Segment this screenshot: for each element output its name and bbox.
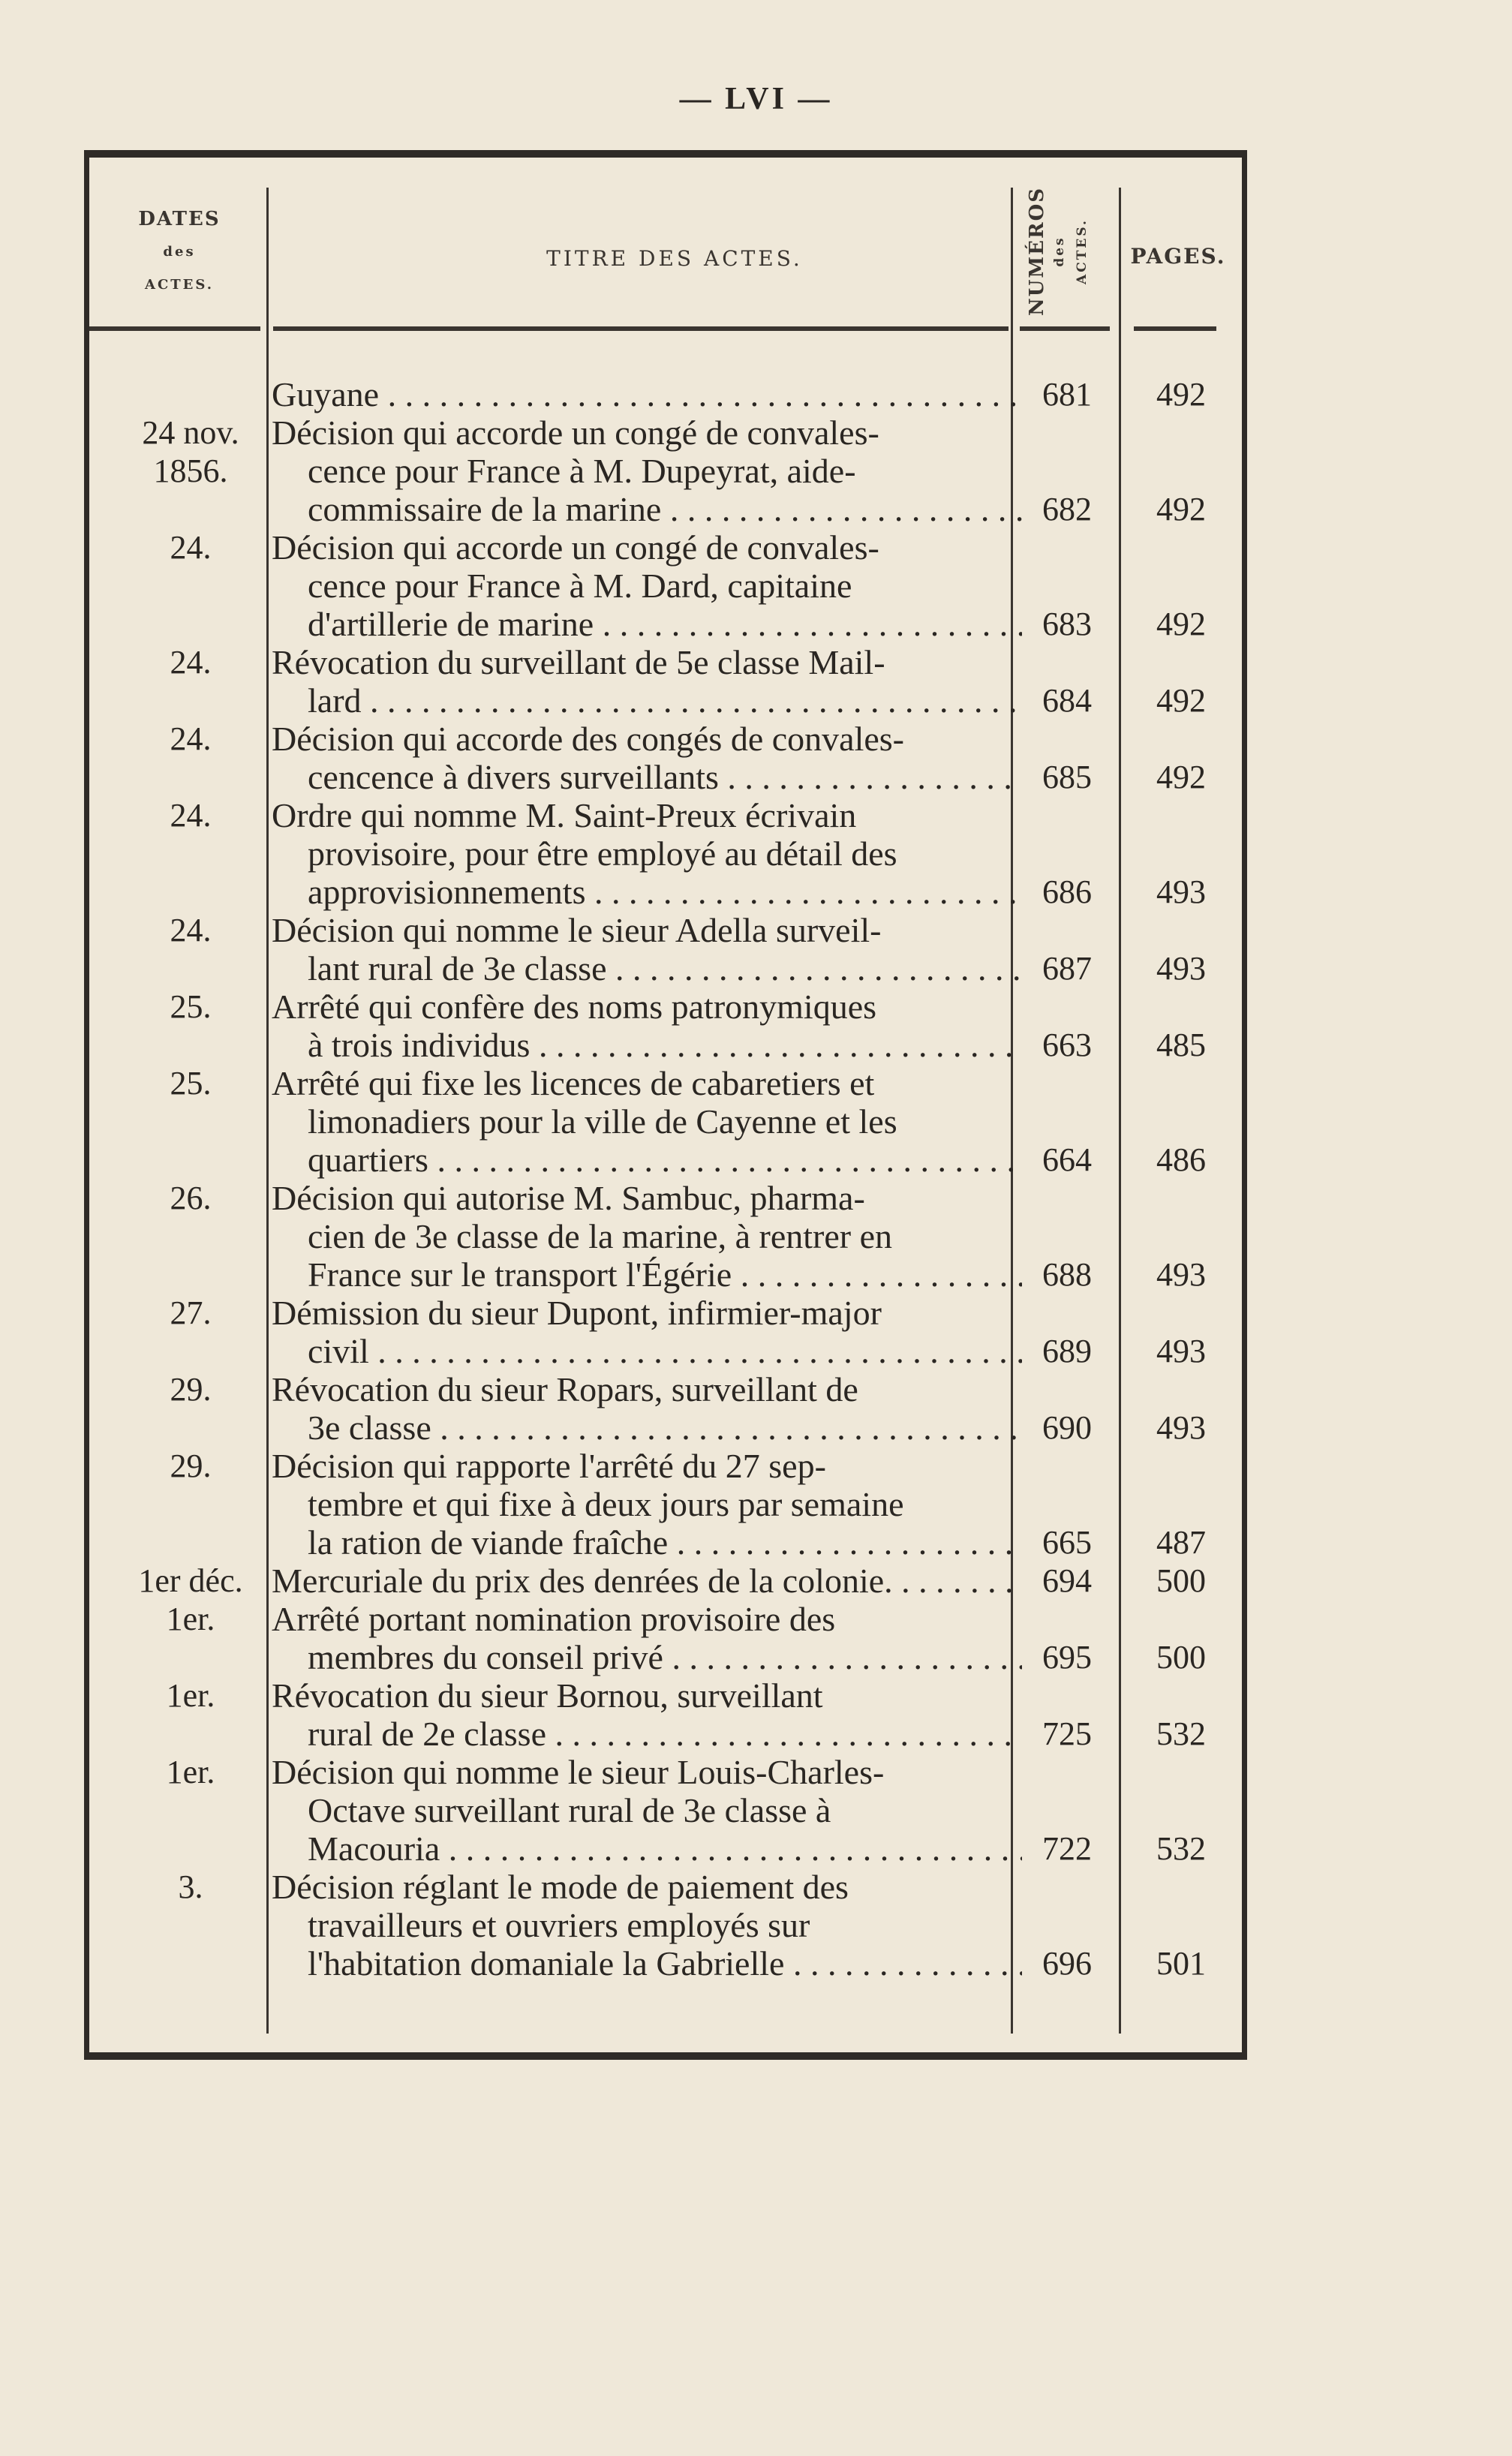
row-act-number: 689 [1042,1333,1092,1369]
row-title [272,528,1022,643]
row-date: 24 nov. 1856. [142,414,239,489]
row-title-line: Décision qui accorde des congés de convales- [272,720,905,758]
row-date: 26. [170,1180,212,1216]
row-title [272,1447,1022,1562]
row-page-number: 493 [1156,873,1206,910]
table-row [89,1753,1242,1868]
row-title-line: cence pour France à M. Dupeyrat, aide- [308,452,856,490]
header-numbers-line-3: ACTES. [1075,218,1090,284]
row-act-number: 695 [1042,1639,1092,1676]
row-act-number: 725 [1042,1715,1092,1752]
table-row [89,1562,1242,1600]
table-row [89,643,1242,720]
row-title-line: limonadiers pour la ville de Cayenne et les [308,1102,897,1141]
row-date: 29. [170,1371,212,1408]
row-title-line: Octave surveillant rural de 3e classe à [308,1791,831,1829]
row-date: 25. [170,988,212,1025]
row-title-line: Décision qui accorde un congé de convales- [272,413,879,452]
header-rule-title [273,326,1009,331]
row-title-line: Révocation du sieur Ropars, surveillant de [272,1370,858,1408]
row-date: 25. [170,1065,212,1102]
row-title-line: Révocation du surveillant de 5e classe Mail- [272,643,885,681]
table-row [89,1179,1242,1294]
row-title-line: cence pour France à M. Dard, capitaine [308,567,852,605]
row-title [272,1294,1022,1370]
header-dates-line-2: des [163,244,196,260]
row-title-line: Décision réglant le mode de paiement des [272,1868,849,1906]
row-act-number: 664 [1042,1141,1092,1178]
row-title-line: civil . . . [272,1332,1022,1370]
row-date: 24. [170,529,212,566]
row-page-number: 492 [1156,376,1206,413]
row-act-number: 688 [1042,1256,1092,1293]
row-title-line: France sur le transport l'Égérie . . . [272,1255,1022,1294]
table-row [89,720,1242,796]
row-date: 29. [170,1447,212,1484]
row-date: 1er. [166,1754,215,1790]
row-page-number: 487 [1156,1524,1206,1561]
row-title-line: Arrêté portant nomination provisoire des [272,1600,836,1638]
row-title-line: Démission du sieur Dupont, infirmier-major [272,1294,882,1332]
row-title-line: membres du conseil privé . . . [272,1638,1022,1676]
row-date: 1er. [166,1601,215,1637]
row-title-line: Mercuriale du prix des denrées de la colonie. . . . [272,1562,1022,1600]
row-title [272,1868,1022,1983]
row-date: 3. [178,1868,203,1905]
row-act-number: 684 [1042,682,1092,719]
row-title [272,1676,1022,1753]
row-title-line: Décision qui rapporte l'arrêté du 27 sep- [272,1447,826,1485]
row-act-number: 690 [1042,1409,1092,1446]
row-title-line: d'artillerie de marine . . . [272,605,1022,643]
row-title-line: Macouria . . . [272,1829,1022,1868]
row-act-number: 722 [1042,1830,1092,1867]
header-dates [89,203,269,302]
row-title-line: la ration de viande fraîche . . . [272,1523,1022,1562]
row-title-line: cien de 3e classe de la marine, à rentrer en [308,1217,893,1255]
row-page-number: 486 [1156,1141,1206,1178]
row-title-line: quartiers . . . [272,1141,1022,1179]
row-act-number: 663 [1042,1027,1092,1063]
row-title-line: à trois individus . . . [272,1026,1022,1064]
row-title [272,796,1022,911]
row-date: 24. [170,797,212,834]
row-page-number: 492 [1156,682,1206,719]
row-title-line: rural de 2e classe . . . [272,1715,1022,1753]
table-row [89,375,1242,413]
row-title-line: lard . . . [272,681,1022,720]
row-act-number: 685 [1042,759,1092,795]
row-title [272,988,1022,1064]
table-row [89,796,1242,911]
header-dates-line-3: ACTES. [144,277,215,293]
row-page-number: 492 [1156,759,1206,795]
header-dates-line-1: DATES [138,208,221,230]
row-title [272,911,1022,988]
table-row [89,1064,1242,1179]
table-row [89,1447,1242,1562]
row-title-line: Décision qui nomme le sieur Louis-Charles- [272,1753,885,1791]
header-numbers [1011,188,1108,315]
row-date: 24. [170,912,212,948]
header-rule-numbers [1020,326,1110,331]
row-title [272,1562,1022,1600]
row-page-number: 500 [1156,1562,1206,1599]
row-page-number: 532 [1156,1715,1206,1752]
row-act-number: 696 [1042,1945,1092,1982]
row-title [272,1064,1022,1179]
row-act-number: 683 [1042,606,1092,642]
row-date: 24. [170,644,212,681]
row-act-number: 694 [1042,1562,1092,1599]
table-body [89,375,1242,1983]
row-title [272,720,1022,796]
row-title [272,413,1022,528]
row-page-number: 492 [1156,606,1206,642]
row-title [272,643,1022,720]
row-title [272,1179,1022,1294]
row-title-line: lant rural de 3e classe . . . [272,949,1022,988]
row-page-number: 493 [1156,1333,1206,1369]
row-act-number: 682 [1042,491,1092,528]
table-row [89,1868,1242,1983]
table-row [89,1676,1242,1753]
header-rule-dates [89,326,260,331]
header-numbers-line-1: NUMÉROS [1026,186,1048,317]
row-title-line: Décision qui autorise M. Sambuc, pharma- [272,1179,865,1217]
page-number: — LVI — [679,82,833,116]
header-pages: PAGES. [1130,244,1226,269]
header-title: TITRE DES ACTES. [546,246,803,271]
header-rule-pages [1134,326,1216,331]
row-title-line: provisoire, pour être employé au détail des [308,834,897,873]
row-title-line: 3e classe . . . [272,1408,1022,1447]
row-page-number: 493 [1156,1256,1206,1293]
row-page-number: 492 [1156,491,1206,528]
table-row [89,1600,1242,1676]
row-title-line: Révocation du sieur Bornou, surveillant [272,1676,823,1715]
row-title [272,1753,1022,1868]
row-title-line: Arrêté qui confère des noms patronymiques [272,988,877,1026]
row-date: 24. [170,720,212,757]
row-date: 1er déc. [138,1562,243,1599]
row-title-line: travailleurs et ouvriers employés sur [308,1906,810,1944]
row-title-line: cencence à divers surveillants . . . [272,758,1022,796]
row-title-line: Décision qui accorde un congé de convales- [272,528,879,567]
row-title-line: l'habitation domaniale la Gabrielle . . . [272,1944,1022,1983]
row-title-line: Arrêté qui fixe les licences de cabaretiers et [272,1064,875,1102]
row-act-number: 665 [1042,1524,1092,1561]
row-page-number: 501 [1156,1945,1206,1982]
row-title-line: Décision qui nomme le sieur Adella surveil- [272,911,882,949]
table-row [89,988,1242,1064]
index-table [84,150,1247,2060]
row-act-number: 687 [1042,950,1092,987]
row-page-number: 500 [1156,1639,1206,1676]
row-title [272,1600,1022,1676]
row-act-number: 681 [1042,376,1092,413]
row-date: 1er. [166,1677,215,1714]
row-title-line: approvisionnements . . . [272,873,1022,911]
row-title-line: Ordre qui nomme M. Saint-Preux écrivain [272,796,857,834]
row-page-number: 485 [1156,1027,1206,1063]
table-row [89,911,1242,988]
table-row [89,1370,1242,1447]
header-numbers-line-2: des [1052,236,1067,267]
row-act-number: 686 [1042,873,1092,910]
row-page-number: 493 [1156,950,1206,987]
table-row [89,1294,1242,1370]
row-title [272,1370,1022,1447]
row-title-line: commissaire de la marine . . . [272,490,1022,528]
row-page-number: 532 [1156,1830,1206,1867]
row-title-line: Guyane . . . [272,375,1022,413]
row-title-line: tembre et qui fixe à deux jours par semaine [308,1485,904,1523]
row-page-number: 493 [1156,1409,1206,1446]
table-row [89,413,1242,528]
table-row [89,528,1242,643]
row-date: 27. [170,1294,212,1331]
row-title [272,375,1022,413]
